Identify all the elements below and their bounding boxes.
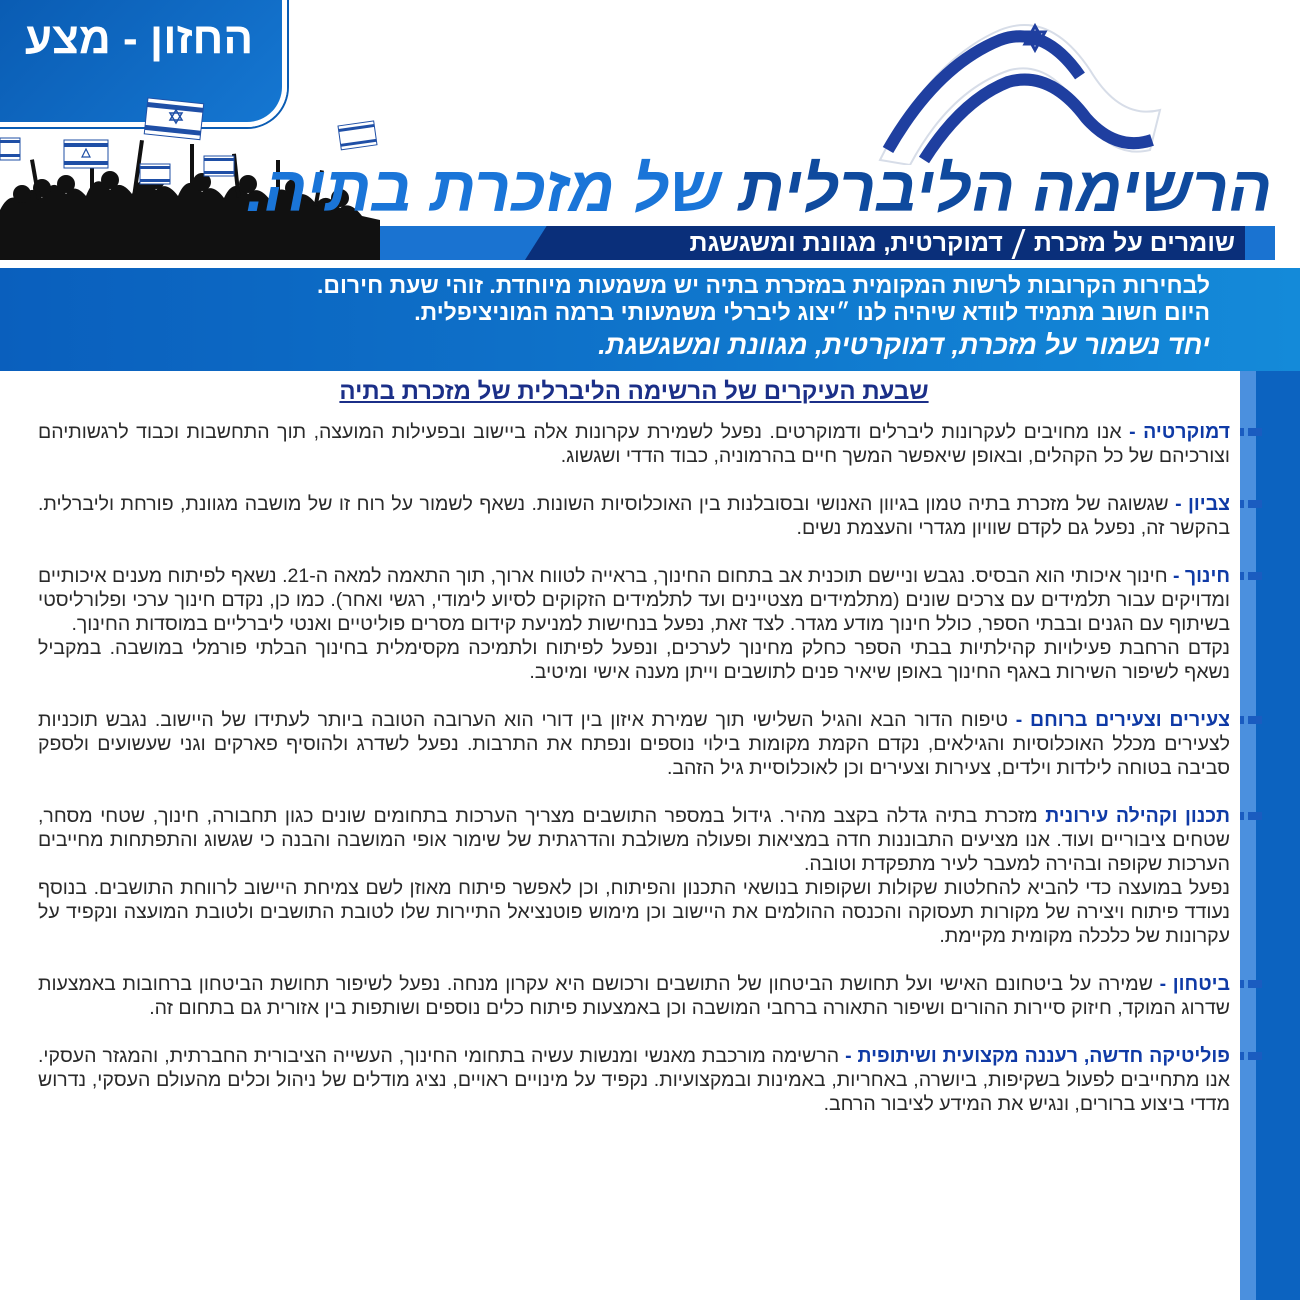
principle-title: צעירים וצעירים ברוחם - <box>1015 709 1230 731</box>
principle-item <box>38 708 1230 780</box>
side-stripe-dark <box>1256 371 1300 1300</box>
principle-paragraph <box>38 420 1230 468</box>
slogan <box>690 226 1235 260</box>
principle-text: שמירה על ביטחונם האישי ועל תחושת הביטחון של התושבים ורכושם היא עקרון מנחה. נפעל לשיפור תחושת הביטחון ברחובות באמצעות שדרוג המוקד, חיזוק סיירות ההורים ושיפור התאורה ברחבי המושבה וכן באמצעות פיתוח כלים נוספים ושותפות בין אזורית גם בתחום זה. <box>38 973 1230 1019</box>
bullet-icon <box>1248 1052 1262 1060</box>
slogan-bar <box>380 226 1275 260</box>
title-part-1: הרשימה הליברלית <box>738 153 1272 225</box>
bullet-icon <box>1248 572 1262 580</box>
slogan-separator <box>1011 229 1025 259</box>
principle-item <box>38 564 1230 684</box>
principle-paragraph <box>38 708 1230 780</box>
principle-title: דמוקרטיה - <box>1129 421 1231 443</box>
principles-list <box>38 420 1230 1116</box>
intro-line-1: לבחירות הקרובות לרשות המקומית במזכרת בתיה יש משמעות מיוחדת. זוהי שעת חירום. <box>316 272 1210 298</box>
slogan-part-1: שומרים על מזכרת <box>1033 229 1235 257</box>
bullet-icon <box>1248 716 1262 724</box>
principle-text: הרשימה מורכבת מאנשי ומנשות עשיה בתחומי החינוך, העשייה הציבורית החברתית, והמגזר העסקי. אנו מתחייבים לפעול בשקיפות, ביושרה, באחריות, באמינות ובמקצועיות. נקפיד על מינויים ראויים, נציג מודלים של ניהול וכלים מהעולם העסקי, נדרוש מדדי ביצוע ברורים, ונגיש את המידע לציבור הרחב. <box>38 1045 1230 1115</box>
principle-item <box>38 1044 1230 1116</box>
intro-band <box>0 268 1300 371</box>
principle-title: תכנון וקהילה עירונית <box>1045 805 1231 827</box>
side-stripe-light <box>1240 371 1256 1300</box>
principle-text: שגשוגה של מזכרת בתיה טמון בגיוון האנושי ובסובלנות בין האוכלוסיות השונות. נשאף לשמור על רוח זו של מושבה מגוונת, פורחת וליברלית. בהקשר זה, נפעל גם לקדם שוויון מגדרי והעצמת נשים. <box>38 493 1230 539</box>
bullet-icon <box>1248 500 1262 508</box>
principle-text: מזכרת בתיה גדלה בקצב מהיר. גידול במספר התושבים מצריך הערכות בתחומים שונים כגון תחבורה, חינוך, שטחי מסחר, שטחים ציבוריים ועוד. אנו מציעים התבוננות חדה במציאות ופעולה משולבת והדרגתית של שימור אופי המושבה והבנה כי שגשוג והתפתחות מחייבים הערכות שקופה ובהירה למעבר לעיר מתפקדת וטובה. <box>38 805 1230 875</box>
principle-text: נפעל במועצה כדי להביא להחלטות שקולות ושקופות בנושאי התכנון והפיתוח, וכן לאפשר פיתוח מאוזן לשם צמיחת היישוב לרווחת התושבים. בנוסף נעודד פיתוח ויצירה של מקורות תעסוקה והכנסה ההולמים את היישוב וכן מימוש פוטנציאל התיירות שלו לטובת התושבים ולטובת המועצה ונקפיד על עקרונות של כלכלה מקומית מקיימת. <box>38 877 1230 947</box>
bullet-icon <box>1248 428 1262 436</box>
principle-item <box>38 972 1230 1020</box>
section-title: שבעת העיקרים של הרשימה הליברלית של מזכרת בתיה <box>339 378 929 405</box>
principle-paragraph <box>38 636 1230 684</box>
principle-item <box>38 420 1230 468</box>
principle-paragraph <box>38 804 1230 876</box>
page-title <box>246 148 1272 230</box>
intro-line-2: היום חשוב מתמיד לוודא שיהיה לנו ״יצוג ליברלי משמעותי ברמה המוניציפלית. <box>414 299 1210 325</box>
principle-title: חינוך - <box>1173 565 1230 587</box>
principle-title: צביון - <box>1175 493 1230 515</box>
slogan-part-2: דמוקרטית, מגוונת ומשגשגת <box>689 229 1003 257</box>
principle-text: אנו מחויבים לעקרונות ליברלים ודמוקרטים. נפעל לשמירת עקרונות אלה ביישוב ובפעילות המועצה, תוך התחשבות וכבוד לרגשותיהם וצורכיהם של כל הקהלים, ובאופן שיאפשר המשך חיים בהרמוניה, כבוד הדדי ושגשוג. <box>38 421 1230 467</box>
bullet-icon <box>1248 980 1262 988</box>
title-part-2: של מזכרת בתיה. <box>246 153 721 225</box>
israel-flag-icon <box>144 98 203 140</box>
principle-text: נקדם הרחבת פעילויות קהילתיות בבתי הספר כחלק מחינוך לערכים, ונפעל לפיתוח ולתמיכה מקסימלית בחינוך הבלתי פורמלי במושבה. במקביל נשאף לשיפור השירות באגף החינוך באופן שיאיר פנים לתושבים וייתן מענה אישי ומיטיב. <box>38 637 1230 683</box>
principle-item <box>38 492 1230 540</box>
principle-paragraph <box>38 564 1230 636</box>
israel-flag-icon <box>840 0 1170 165</box>
principle-paragraph <box>38 1044 1230 1116</box>
principle-title: פוליטיקה חדשה, רעננה מקצועית ושיתופית - <box>845 1045 1231 1067</box>
bullet-icon <box>1248 812 1262 820</box>
principle-text: חינוך איכותי הוא הבסיס. נגבש וניישם תוכנית אב בתחום החינוך, בראייה לטווח ארוך, תוך התאמה למאה ה-21. נשאף לפיתוח מענים איכותיים ומדויקים עבור תלמידים עם צרכים שונים (מתלמידים מצטיינים ועד לתלמידים הזקוקים לסיוע לימודי, רגשי ואחר). כמו כן, נקדם חינוך ערכי ופלורליסטי בשיתוף עם הגנים ובבתי הספר, כולל חינוך מודע מגדר. לצד זאת, נפעל בנחישות למניעת קידום מסרים פוליטיים ואנטי ליברליים במוסדות החינוך. <box>37 565 1230 635</box>
principle-item <box>38 804 1230 948</box>
principle-paragraph <box>38 876 1230 948</box>
principle-title: ביטחון - <box>1159 973 1230 995</box>
principle-text: טיפוח הדור הבא והגיל השלישי תוך שמירת איזון בין דורי הוא הערובה הטובה ביותר לעתידו של היישוב. נגבש תוכניות לצעירים מכלל האוכלוסיות והגילאים, נקדם הקמת מקומות בילוי נוספים ונפתח את התרבות. נפעל לשדרג ולהוסיף פארקים וגני שעשועים ולספק סביבה בטוחה לילדות וילדים, צעירות וצעירים וכן לאוכלוסיית גיל הזהב. <box>38 709 1230 779</box>
principle-paragraph <box>38 492 1230 540</box>
principles-section <box>38 378 1230 1293</box>
corner-title: החזון - מצע <box>24 14 254 63</box>
principle-paragraph <box>38 972 1230 1020</box>
intro-line-3: יחד נשמור על מזכרת, דמוקרטית, מגוונת ומשגשגת. <box>598 330 1210 360</box>
